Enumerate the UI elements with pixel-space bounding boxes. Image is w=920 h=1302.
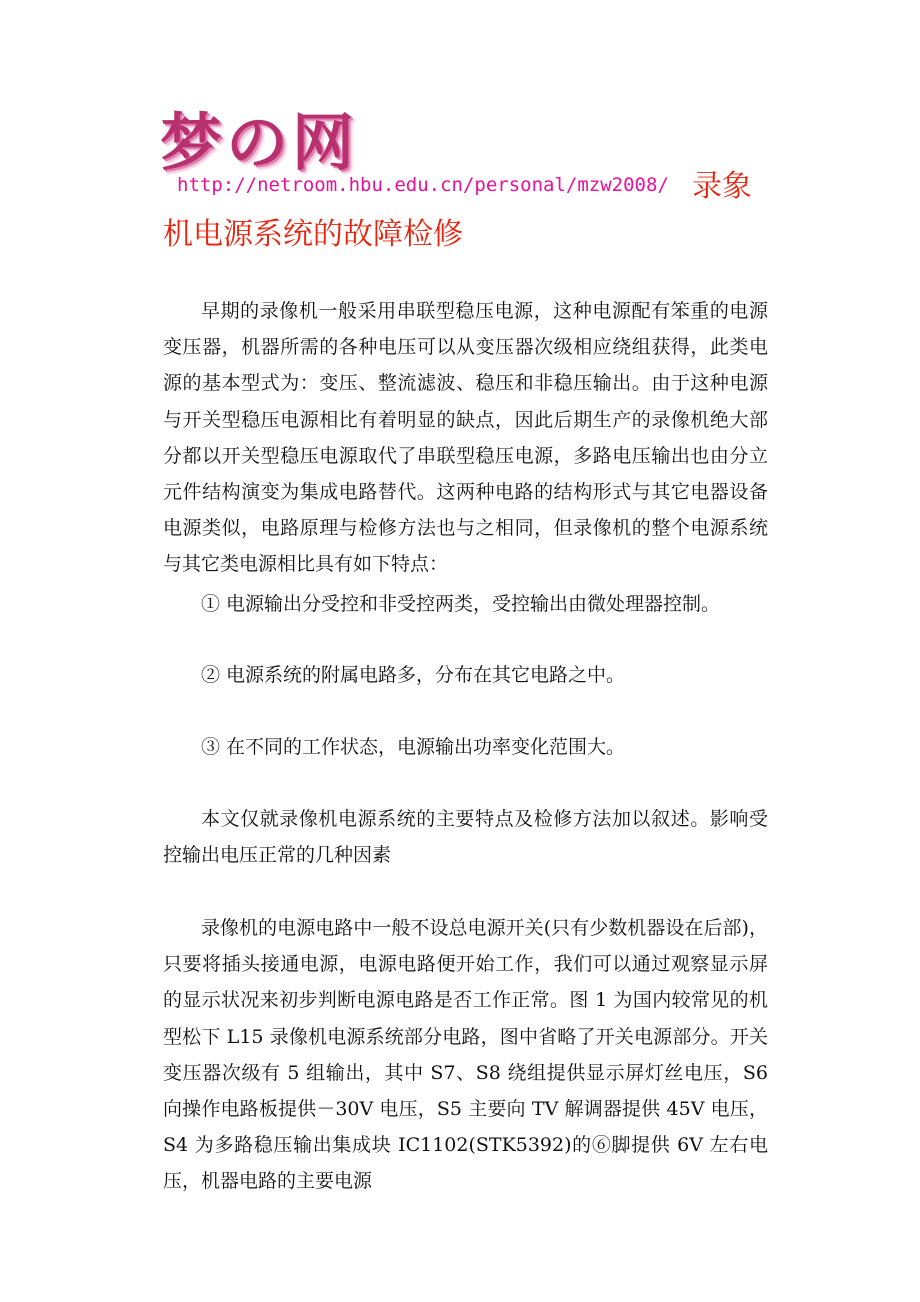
document-title-part1: 录象	[692, 169, 752, 204]
feature-item-3: ③ 在不同的工作状态，电源输出功率变化范围大。	[201, 736, 626, 758]
feature-item-2: ② 电源系统的附属电路多，分布在其它电路之中。	[201, 664, 626, 686]
site-url[interactable]: http://netroom.hbu.edu.cn/personal/mzw2008/	[177, 174, 669, 196]
intro-paragraph: 早期的录像机一般采用串联型稳压电源，这种电源配有笨重的电源变压器，机器所需的各种电压可以从变压器次级相应绕组获得，此类电源的基本型式为：变压、整流滤波、稳压和非稳压输出。由于这种电源与开关型稳压电源相比有着明显的缺点，因此后期生产的录像机绝大部分都以开关型稳压电源取代了串联型稳压电源，多路电压输出也由分立元件结构演变为集成电路替代。这两种电路的结构形式与其它电器设备电源类似，电路原理与检修方法也与之相同，但录像机的整个电源系统与其它类电源相比具有如下特点：	[163, 300, 768, 576]
summary-paragraph: 本文仅就录像机电源系统的主要特点及检修方法加以叙述。影响受控输出电压正常的几种因素	[163, 808, 768, 867]
document-title-part2: 机电源系统的故障检修	[163, 217, 463, 252]
feature-item-1: ① 电源输出分受控和非受控两类，受控输出由微处理器控制。	[201, 593, 721, 615]
detail-paragraph: 录像机的电源电路中一般不设总电源开关(只有少数机器设在后部)，只要将插头接通电源，电源电路便开始工作，我们可以通过观察显示屏的显示状况来初步判断电源电路是否工作正常。图 1 为国内较常见的机型松下 L15 录像机电源系统部分电路，图中省略了开关电源部分。开关变压器次级有 5 组输出，其中 S7、S8 绕组提供显示屏灯丝电压，S6 向操作电路板提供－30V 电压，S5 主要向 TV 解调器提供 45V 电压，S4 为多路稳压输出集成块 IC1102(STK5392)的⑥脚提供 6V 左右电压，机器电路的主要电源	[163, 917, 768, 1193]
site-logo: 梦の网	[160, 106, 359, 179]
